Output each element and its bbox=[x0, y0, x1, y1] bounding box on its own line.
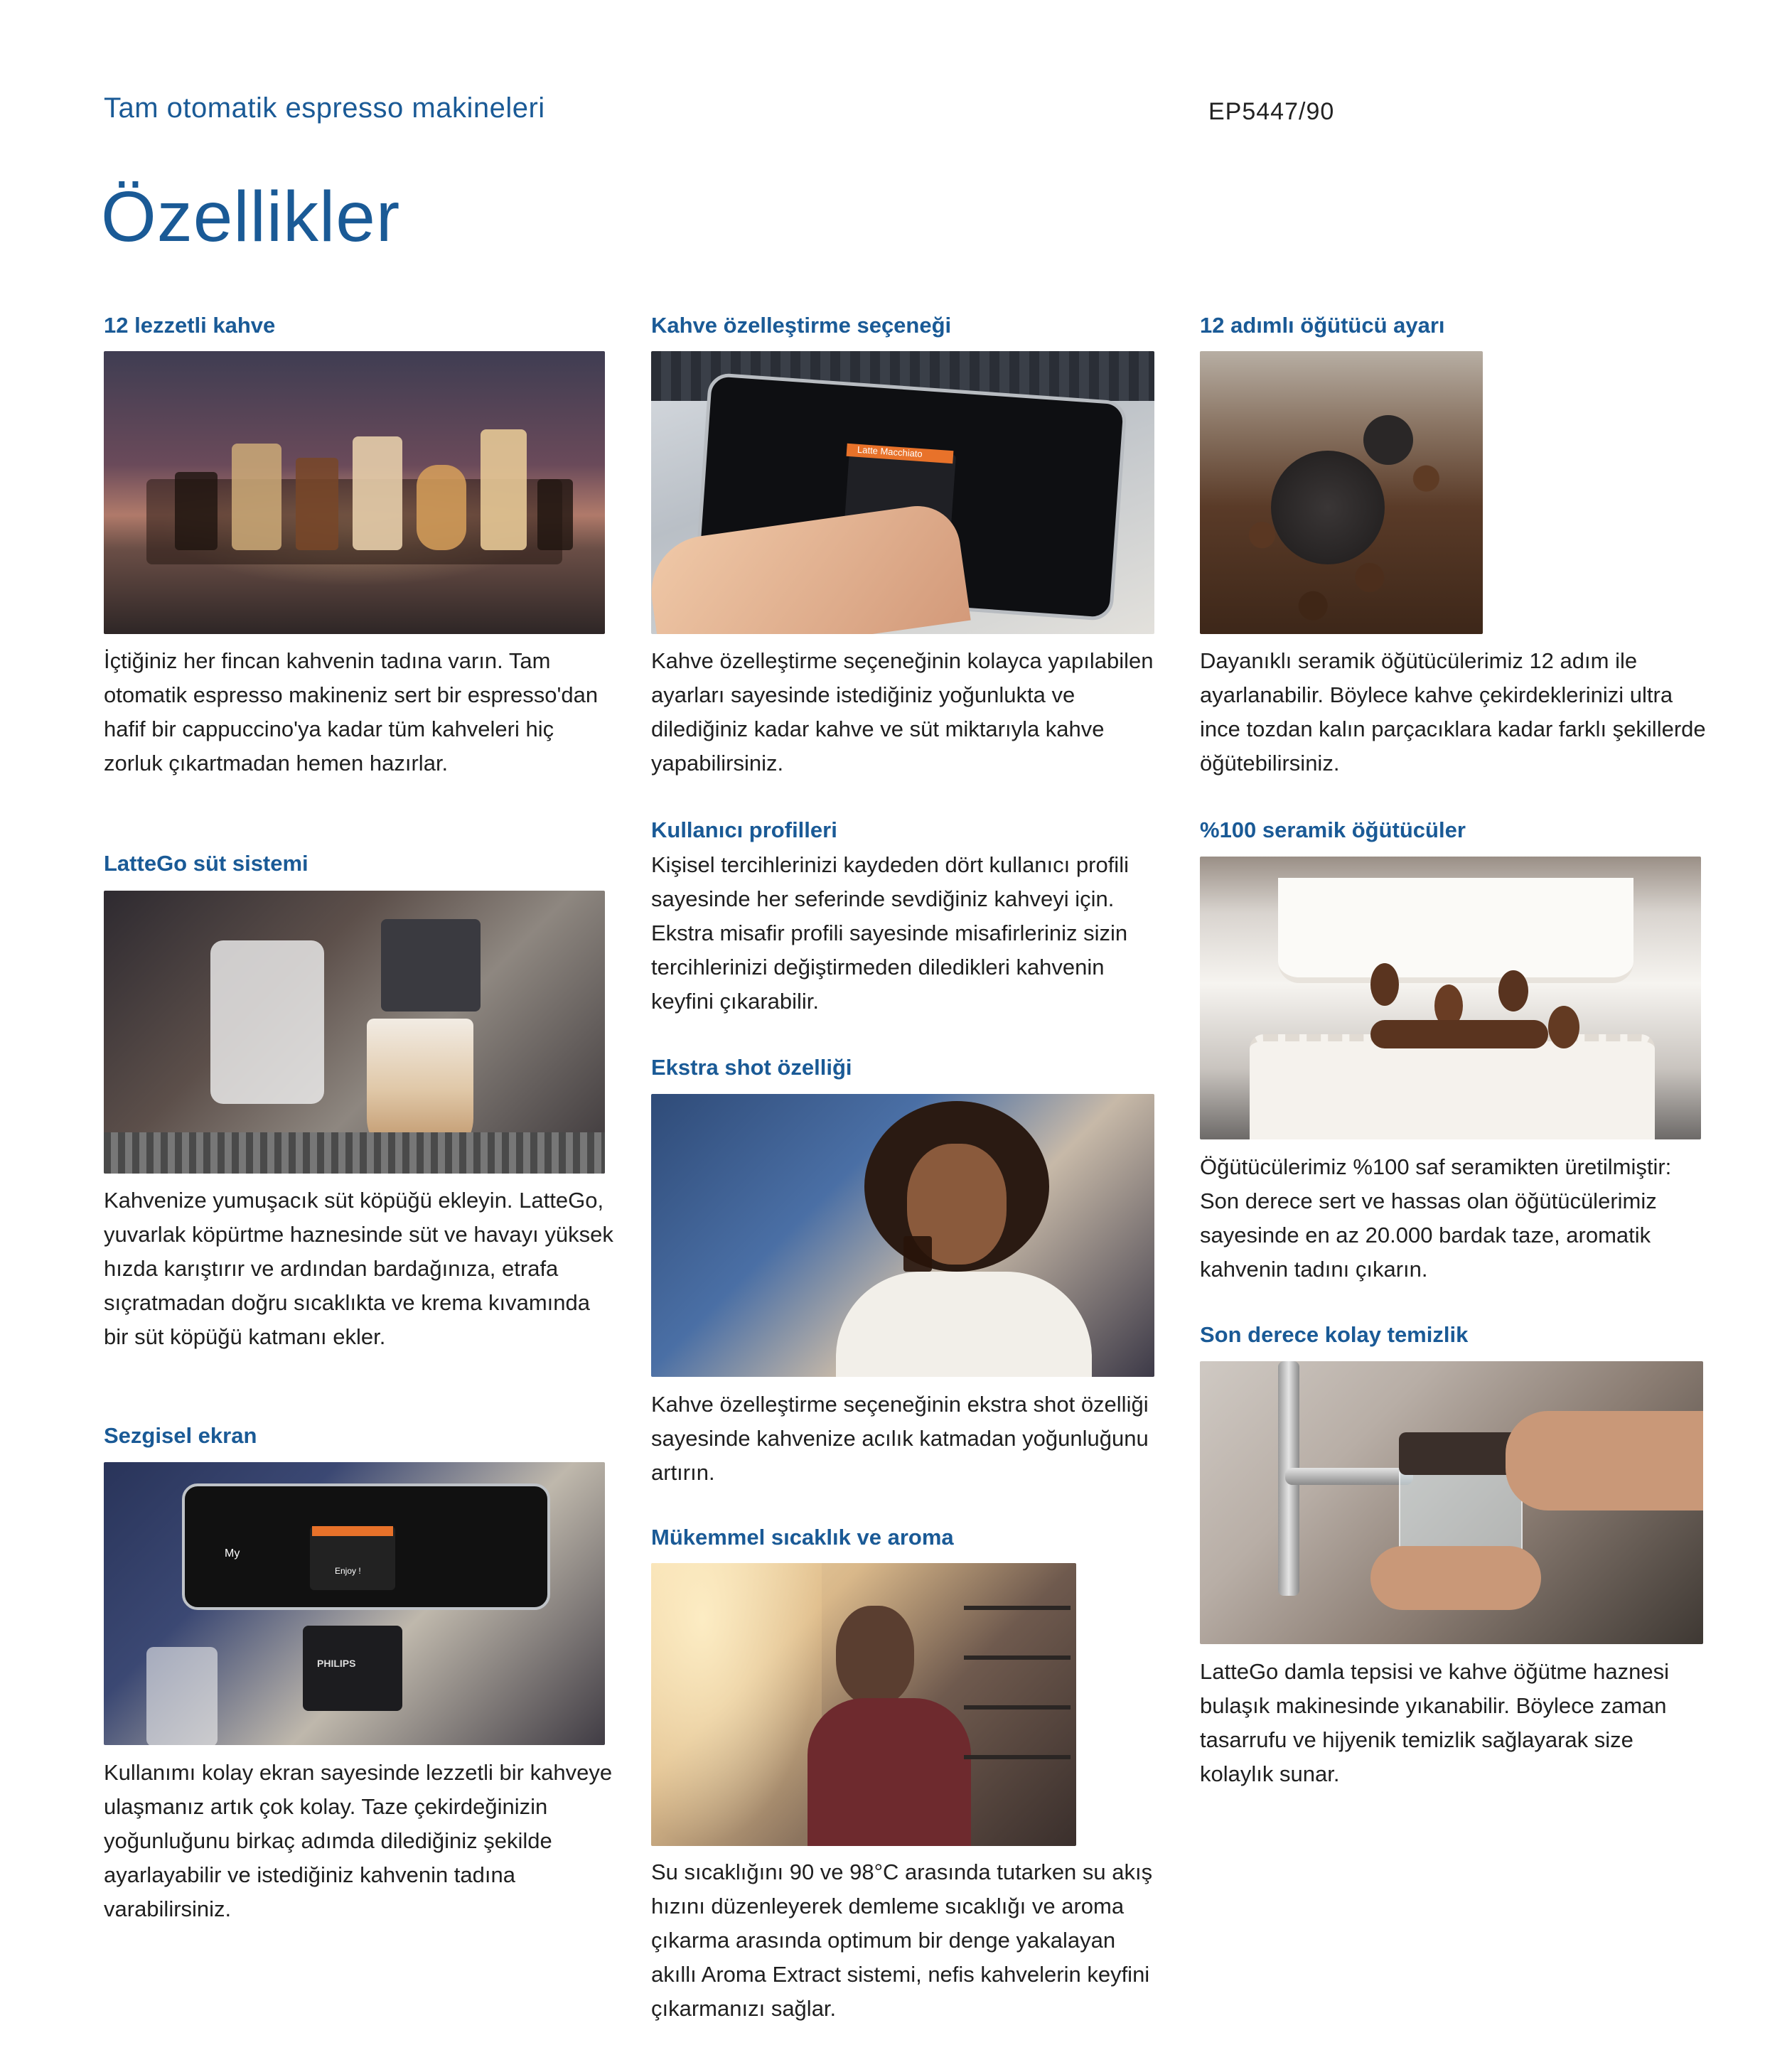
model-number: EP5447/90 bbox=[1208, 98, 1335, 125]
feature-body-temperature: Su sıcaklığını 90 ve 98°C arasında tutarken su akış hızını düzenleyerek demleme sıcaklığı ve aroma çıkarma arasında optimum bir denge yakalayan akıllı Aroma Extract sistemi, nefis kahvelerin keyfini çıkarmanızı sağlar. bbox=[651, 1860, 1153, 2021]
enjoy-text: Enjoy ! bbox=[335, 1566, 361, 1576]
feature-body-user-profiles: Kişisel tercihlerinizi kaydeden dört kullanıcı profili sayesinde her seferinde sevdiğiniz kahveyi için. Ekstra misafir profili sayesinde misafirleriniz sizin tercihlerinizi değiştirmeden diledikleri kahvenin keyfini çıkarabilir. bbox=[651, 852, 1129, 1014]
feature-body-lattego: Kahvenize yumuşacık süt köpüğü ekleyin. LatteGo, yuvarlak köpürtme haznesinde süt ve havayı yüksek hızda karıştırır ve ardından bardağınıza, etrafa sıçratmadan doğru sıcaklıkta ve krema kıvamında bir süt köpüğü katmanı ekler. bbox=[104, 1188, 613, 1349]
feature-title-cleaning: Son derece kolay temizlik bbox=[1200, 1322, 1469, 1347]
feature-title-extra-shot: Ekstra shot özelliği bbox=[651, 1055, 852, 1080]
lattego-milk-image bbox=[104, 891, 605, 1174]
feature-body-extra-shot: Kahve özelleştirme seçeneğinin ekstra shot özelliği sayesinde kahvenize acılık katmadan yoğunluğunu artırın. bbox=[651, 1392, 1149, 1485]
feature-title-lattego: LatteGo süt sistemi bbox=[104, 851, 308, 876]
feature-body-intuitive-screen: Kullanımı kolay ekran sayesinde lezzetli bir kahveye ulaşmanız artık çok kolay. Taze çekirdeğinizin yoğunluğunu birkaç adımda dilediğiniz şekilde ayarlayabilir ve istediğiniz kahvenin tadına varabilirsiniz. bbox=[104, 1760, 613, 1921]
feature-title-temperature: Mükemmel sıcaklık ve aroma bbox=[651, 1525, 954, 1550]
feature-title-grinder: 12 adımlı öğütücü ayarı bbox=[1200, 313, 1445, 338]
feature-title-user-profiles: Kullanıcı profilleri bbox=[651, 817, 837, 842]
feature-body-grinder: Dayanıklı seramik öğütücülerimiz 12 adım ile ayarlanabilir. Böylece kahve çekirdeklerinizi ultra ince tozdan kalın parçacıklara kadar farklı şekillerde öğütebilirsiniz. bbox=[1200, 648, 1706, 776]
selected-recipe-bar bbox=[312, 1526, 393, 1536]
coffee-cups-image bbox=[104, 351, 605, 634]
feature-title-ceramic: %100 seramik öğütücüler bbox=[1200, 817, 1466, 842]
feature-title-customization: Kahve özelleştirme seçeneği bbox=[651, 313, 952, 338]
feature-title-coffees: 12 lezzetli kahve bbox=[104, 313, 276, 338]
feature-title-intuitive-screen: Sezgisel ekran bbox=[104, 1423, 257, 1448]
feature-body-ceramic: Öğütücülerimiz %100 saf seramikten üretilmiştir: Son derece sert ve hassas olan öğütücülerimiz sayesinde en az 20.000 bardak taze, aromatik kahvenin tadını çıkarın. bbox=[1200, 1154, 1672, 1282]
touch-screen-image bbox=[651, 351, 1154, 634]
ceramic-grinder-image bbox=[1200, 857, 1701, 1139]
my-label: My bbox=[225, 1547, 240, 1560]
woman-espresso-image bbox=[651, 1094, 1154, 1377]
page-title: Özellikler bbox=[101, 177, 401, 257]
document-category: Tam otomatik espresso makineleri bbox=[104, 92, 545, 124]
machine-display-image bbox=[104, 1462, 605, 1745]
man-coffee-image bbox=[651, 1563, 1076, 1846]
brand-label: PHILIPS bbox=[317, 1658, 356, 1669]
feature-body-coffees: İçtiğiniz her fincan kahvenin tadına varın. Tam otomatik espresso makineniz sert bir espresso'dan hafif bir cappuccino'ya kadar tüm kahveleri hiç zorluk çıkartmadan hemen hazırlar. bbox=[104, 648, 599, 776]
coffee-beans-image bbox=[1200, 351, 1483, 634]
washing-lattego-image bbox=[1200, 1361, 1703, 1644]
feature-body-cleaning: LatteGo damla tepsisi ve kahve öğütme haznesi bulaşık makinesinde yıkanabilir. Böylece zaman tasarrufu ve hijyenik temizlik sağlayarak size kolaylık sunar. bbox=[1200, 1659, 1669, 1786]
selected-recipe-label: Latte Macchiato bbox=[857, 444, 923, 460]
feature-body-customization: Kahve özelleştirme seçeneğinin kolayca yapılabilen ayarları sayesinde istediğiniz yoğunlukta ve dilediğiniz kadar kahve ve süt miktarıyla kahve yapabilirsiniz. bbox=[651, 648, 1154, 776]
